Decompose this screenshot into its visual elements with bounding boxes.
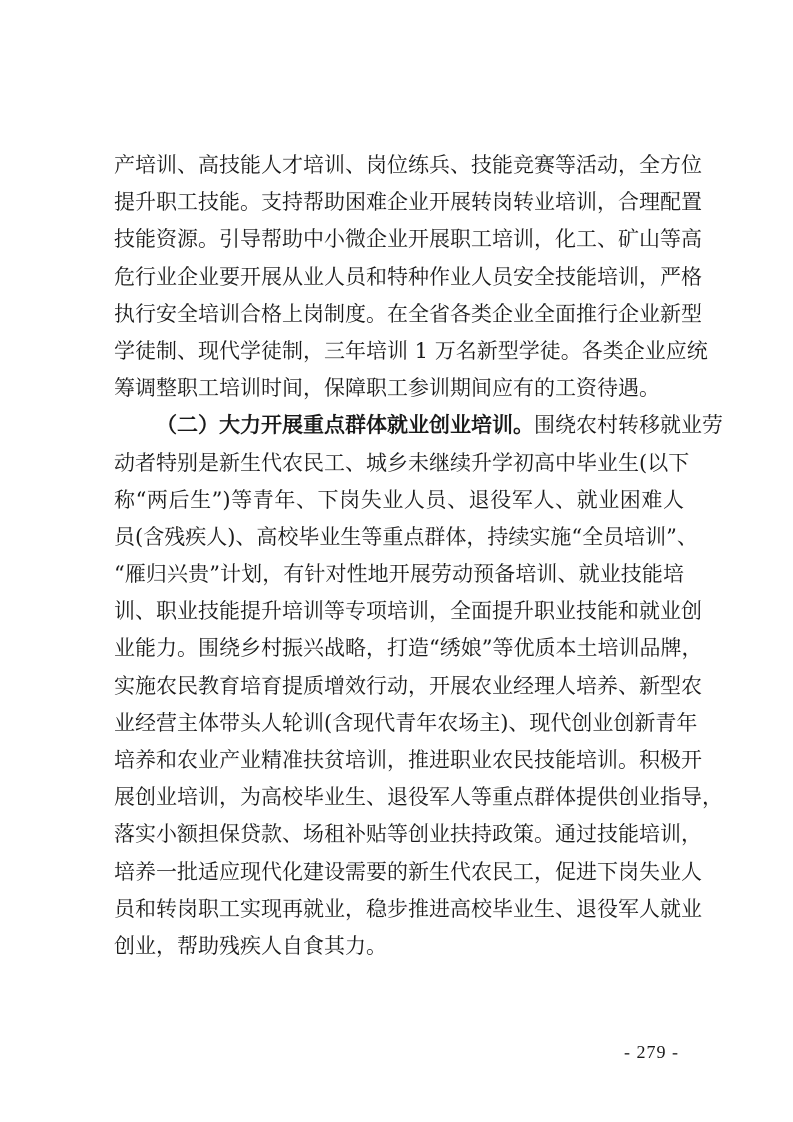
paragraph-2-line: 称“两后生”)等青年、下岗失业人员、退役军人、就业困难人 — [114, 487, 684, 512]
paragraph-2-first-line — [114, 407, 723, 444]
paragraph-2-line: 实施农民教育培育提质增效行动，开展农业经理人培养、新型农 — [114, 673, 702, 698]
paragraph-2-line: 业经营主体带头人轮训(含现代青年农场主)、现代创业创新青年 — [114, 710, 698, 735]
paragraph-2-line: 员(含残疾人)、高校毕业生等重点群体，持续实施“全员培训”、 — [114, 524, 698, 549]
paragraph-2-line: “雁归兴贵”计划，有针对性地开展劳动预备培训、就业技能培 — [114, 562, 684, 587]
paragraph-2-line: 创业，帮助残疾人自食其力。 — [114, 933, 387, 958]
paragraph-2-line: 业能力。围绕乡村振兴战略，打造“绣娘”等优质本土培训品牌， — [114, 636, 703, 661]
paragraph-1-line: 提升职工技能。支持帮助困难企业开展转岗转业培训，合理配置 — [114, 190, 702, 215]
body-text — [114, 147, 723, 965]
paragraph-1-line: 执行安全培训合格上岗制度。在全省各类企业全面推行企业新型 — [114, 301, 702, 326]
paragraph-1-line: 技能资源。引导帮助中小微企业开展职工培训，化工、矿山等高 — [114, 227, 702, 252]
paragraph-1-line: 筹调整职工培训时间，保障职工参训期间应有的工资待遇。 — [114, 376, 660, 401]
paragraph-2-line: 培养和农业产业精准扶贫培训，推进职业农民技能培训。积极开 — [114, 748, 702, 772]
page-number: - 279 - — [624, 1042, 679, 1062]
paragraph-1-line: 产培训、高技能人才培训、岗位练兵、技能竞赛等活动，全方位 — [114, 153, 702, 177]
paragraph-2-line: 培养一批适应现代化建设需要的新生代农民工，促进下岗失业人 — [114, 859, 702, 884]
paragraph-2-first-line-text: 围绕农村转移就业劳 — [534, 413, 723, 438]
section-heading: （二）大力开展重点群体就业创业培训。 — [156, 413, 534, 438]
paragraph-1-line: 危行业企业要开展从业人员和特种作业人员安全技能培训，严格 — [114, 264, 702, 289]
paragraph-2-line: 落实小额担保贷款、场租补贴等创业扶持政策。通过技能培训， — [114, 822, 702, 847]
paragraph-1-line: 学徒制、现代学徒制，三年培训 1 万名新型学徒。各类企业应统 — [114, 338, 708, 363]
paragraph-2-line: 员和转岗职工实现再就业，稳步推进高校毕业生、退役军人就业 — [114, 896, 702, 921]
paragraph-2-line: 训、职业技能提升培训等专项培训，全面提升职业技能和就业创 — [114, 599, 702, 624]
paragraph-2-line: 动者特别是新生代农民工、城乡未继续升学初高中毕业生(以下 — [114, 450, 690, 475]
paragraph-2-line: 展创业培训，为高校毕业生、退役军人等重点群体提供创业指导， — [114, 785, 723, 810]
